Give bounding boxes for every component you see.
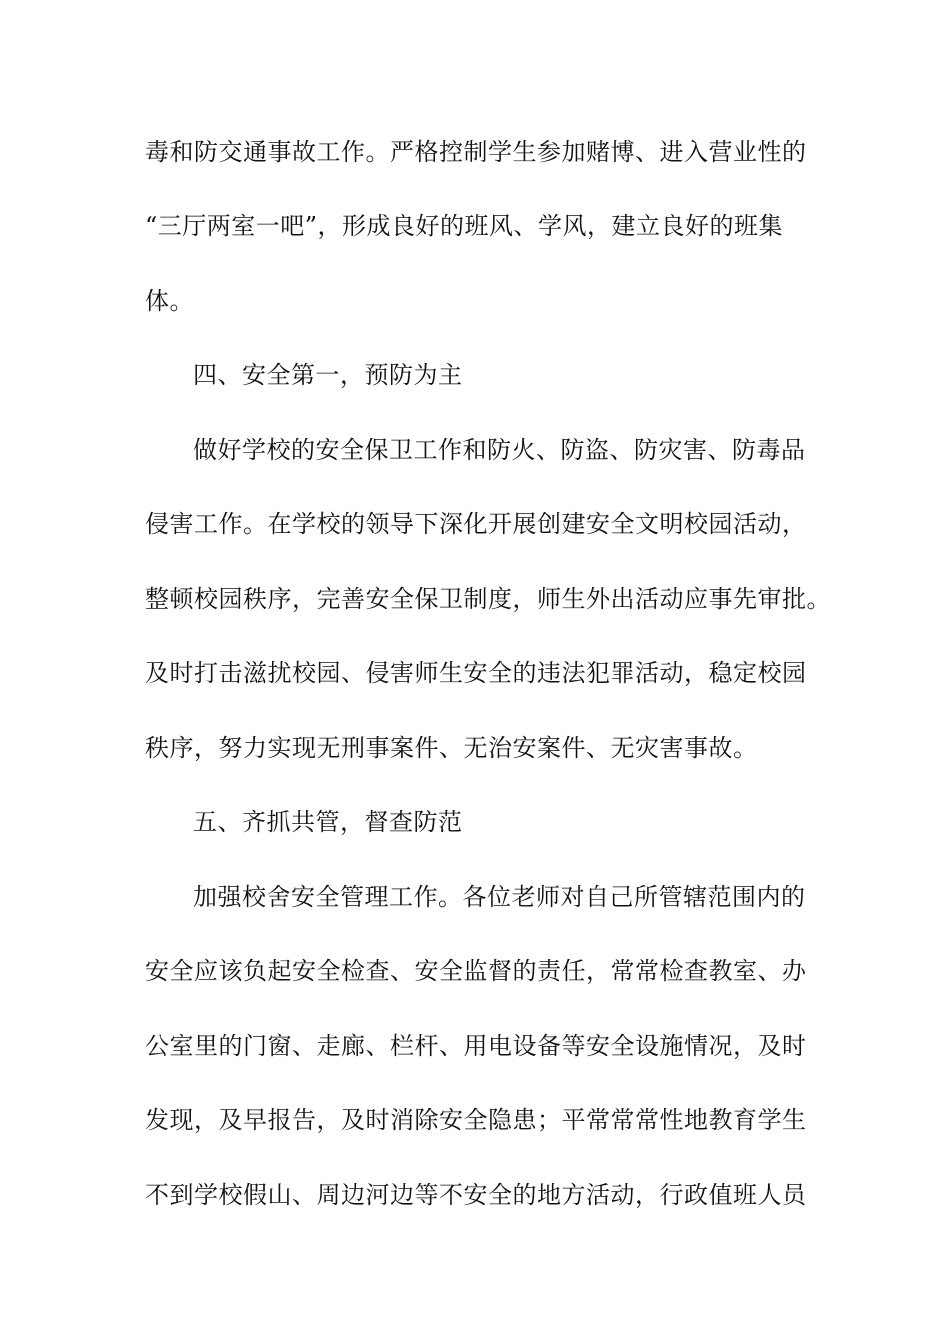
section-heading-4: 四、安全第一，预防为主	[193, 361, 463, 389]
paragraph-line-1: 毒和防交通事故工作。严格控制学生参加赌博、进入营业性的	[145, 138, 807, 166]
paragraph-line-5: 做好学校的安全保卫工作和防火、防盗、防灾害、防毒品	[193, 436, 806, 464]
paragraph-line-11: 加强校舍安全管理工作。各位老师对自己所管辖范围内的	[193, 883, 806, 911]
section-heading-5: 五、齐抓共管，督查防范	[193, 808, 463, 836]
paragraph-line-15: 不到学校假山、周边河边等不安全的地方活动，行政值班人员	[145, 1181, 807, 1209]
paragraph-line-7: 整顿校园秩序，完善安全保卫制度，师生外出活动应事先审批。	[145, 585, 831, 613]
paragraph-line-8: 及时打击滋扰校园、侵害师生安全的违法犯罪活动，稳定校园	[145, 659, 807, 687]
paragraph-line-3: 体。	[145, 287, 194, 315]
paragraph-line-6: 侵害工作。在学校的领导下深化开展创建安全文明校园活动，	[145, 510, 807, 538]
paragraph-line-13: 公室里的门窗、走廊、栏杆、用电设备等安全设施情况，及时	[145, 1032, 807, 1060]
paragraph-line-9: 秩序，努力实现无刑事案件、无治安案件、无灾害事故。	[145, 734, 758, 762]
paragraph-line-14: 发现，及早报告，及时消除安全隐患；平常常常性地教育学生	[145, 1106, 807, 1134]
paragraph-line-2: “三厅两室一吧”，形成良好的班风、学风，建立良好的班集	[145, 212, 784, 240]
paragraph-line-12: 安全应该负起安全检查、安全监督的责任，常常检查教室、办	[145, 957, 807, 985]
